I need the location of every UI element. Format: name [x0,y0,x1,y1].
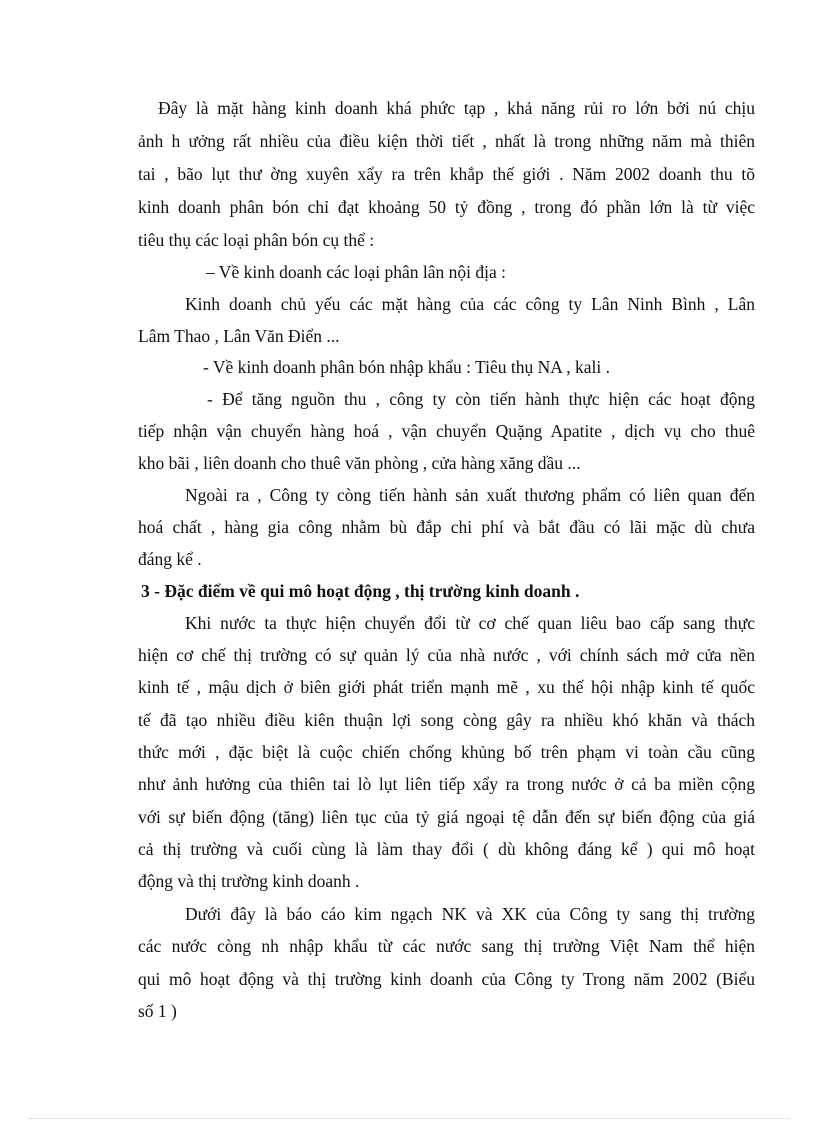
para5-line2: tiếp nhận vận chuyển hàng hoá , vận chuyển Quặng Apatite , dịch vụ cho thuê [138,421,755,441]
para6-line1: Ngoài ra , Công ty còng tiến hành sản xuất thương phẩm có liên quan đến [185,485,755,505]
para8-line6: như ảnh hưởng của thiên tai lò lụt liên tiếp xẩy ra trong nước ở cả ba miền cộng [138,774,755,794]
para6-line2: hoá chất , hàng gia công nhằm bù đắp chi phí và bắt đầu có lãi mặc dù chưa [138,517,755,537]
para1-line5: tiêu thụ các loại phân bón cụ thể : [138,230,375,250]
page-bottom-rule [28,1118,790,1119]
para8-line4: tế đã tạo nhiều điều kiên thuận lợi song còng gây ra nhiều khó khăn và thách [138,710,755,730]
section-heading: 3 - Đặc điểm về qui mô hoạt động , thị trường kinh doanh . [141,581,580,601]
para9-line1: Dưới đây là báo cáo kim ngạch NK và XK của Công ty sang thị trường [185,904,755,924]
para9-line3: qui mô hoạt động và thị trường kinh doanh của Công ty Trong năm 2002 (Biểu [138,969,755,989]
para3-line2: Lâm Thao , Lân Văn Điển ... [138,326,340,346]
bullet-domestic-phosphate: – Về kinh doanh các loại phân lân nội địa : [206,262,507,282]
para1-line2: ảnh h ưởng rất nhiều của điều kiện thời tiết , nhất là trong những năm mà thiên [138,131,755,151]
para8-line5: thức mới , đặc biệt là cuộc chiến chống khủng bố trên phạm vi toàn cầu cũng [138,742,755,762]
para1-line3: tai , bão lụt thư ờng xuyên xẩy ra trên khắp thế giới . Năm 2002 doanh thu tõ [138,164,755,184]
para8-line8: cả thị trường và cuối cùng là làm thay đổi ( dù không đáng kể ) qui mô hoạt [138,839,755,859]
para1-line4: kinh doanh phân bón chỉ đạt khoảng 50 tỷ đồng , trong đó phần lớn là từ việc [138,197,755,217]
para8-line3: kinh tế , mậu dịch ở biên giới phát triển mạnh mẽ , xu thế hội nhập kinh tế quốc [138,677,755,697]
para1-line1: Đây là mặt hàng kinh doanh khá phức tạp , khả năng rủi ro lớn bởi nú chịu [158,98,755,118]
para9-line4: số 1 ) [138,1001,177,1021]
para8-line2: hiện cơ chế thị trường có sự quản lý của nhà nước , với chính sách mở cửa nền [138,645,755,665]
para8-line1: Khi nước ta thực hiện chuyển đổi từ cơ chế quan liêu bao cấp sang thực [185,613,755,633]
para8-line7: với sự biến động (tăng) liên tục của tỷ giá ngoại tệ dẫn đến sự biến động của giá [138,807,755,827]
bullet-imported-fertilizer: - Về kinh doanh phân bón nhập khẩu : Tiêu thụ NA , kali . [203,357,611,377]
para5-line3: kho bãi , liên doanh cho thuê văn phòng , cửa hàng xăng dầu ... [138,453,581,473]
para8-line9: động và thị trường kinh doanh . [138,871,360,891]
para5-line1: - Để tăng nguồn thu , công ty còn tiến hành thực hiện các hoạt động [207,389,755,409]
para9-line2: các nước còng nh nhập khẩu từ các nước sang thị trường Việt Nam thể hiện [138,936,755,956]
para3-line1: Kinh doanh chủ yếu các mặt hàng của các công ty Lân Ninh Bình , Lân [185,294,755,314]
para6-line3: đáng kể . [138,549,202,569]
